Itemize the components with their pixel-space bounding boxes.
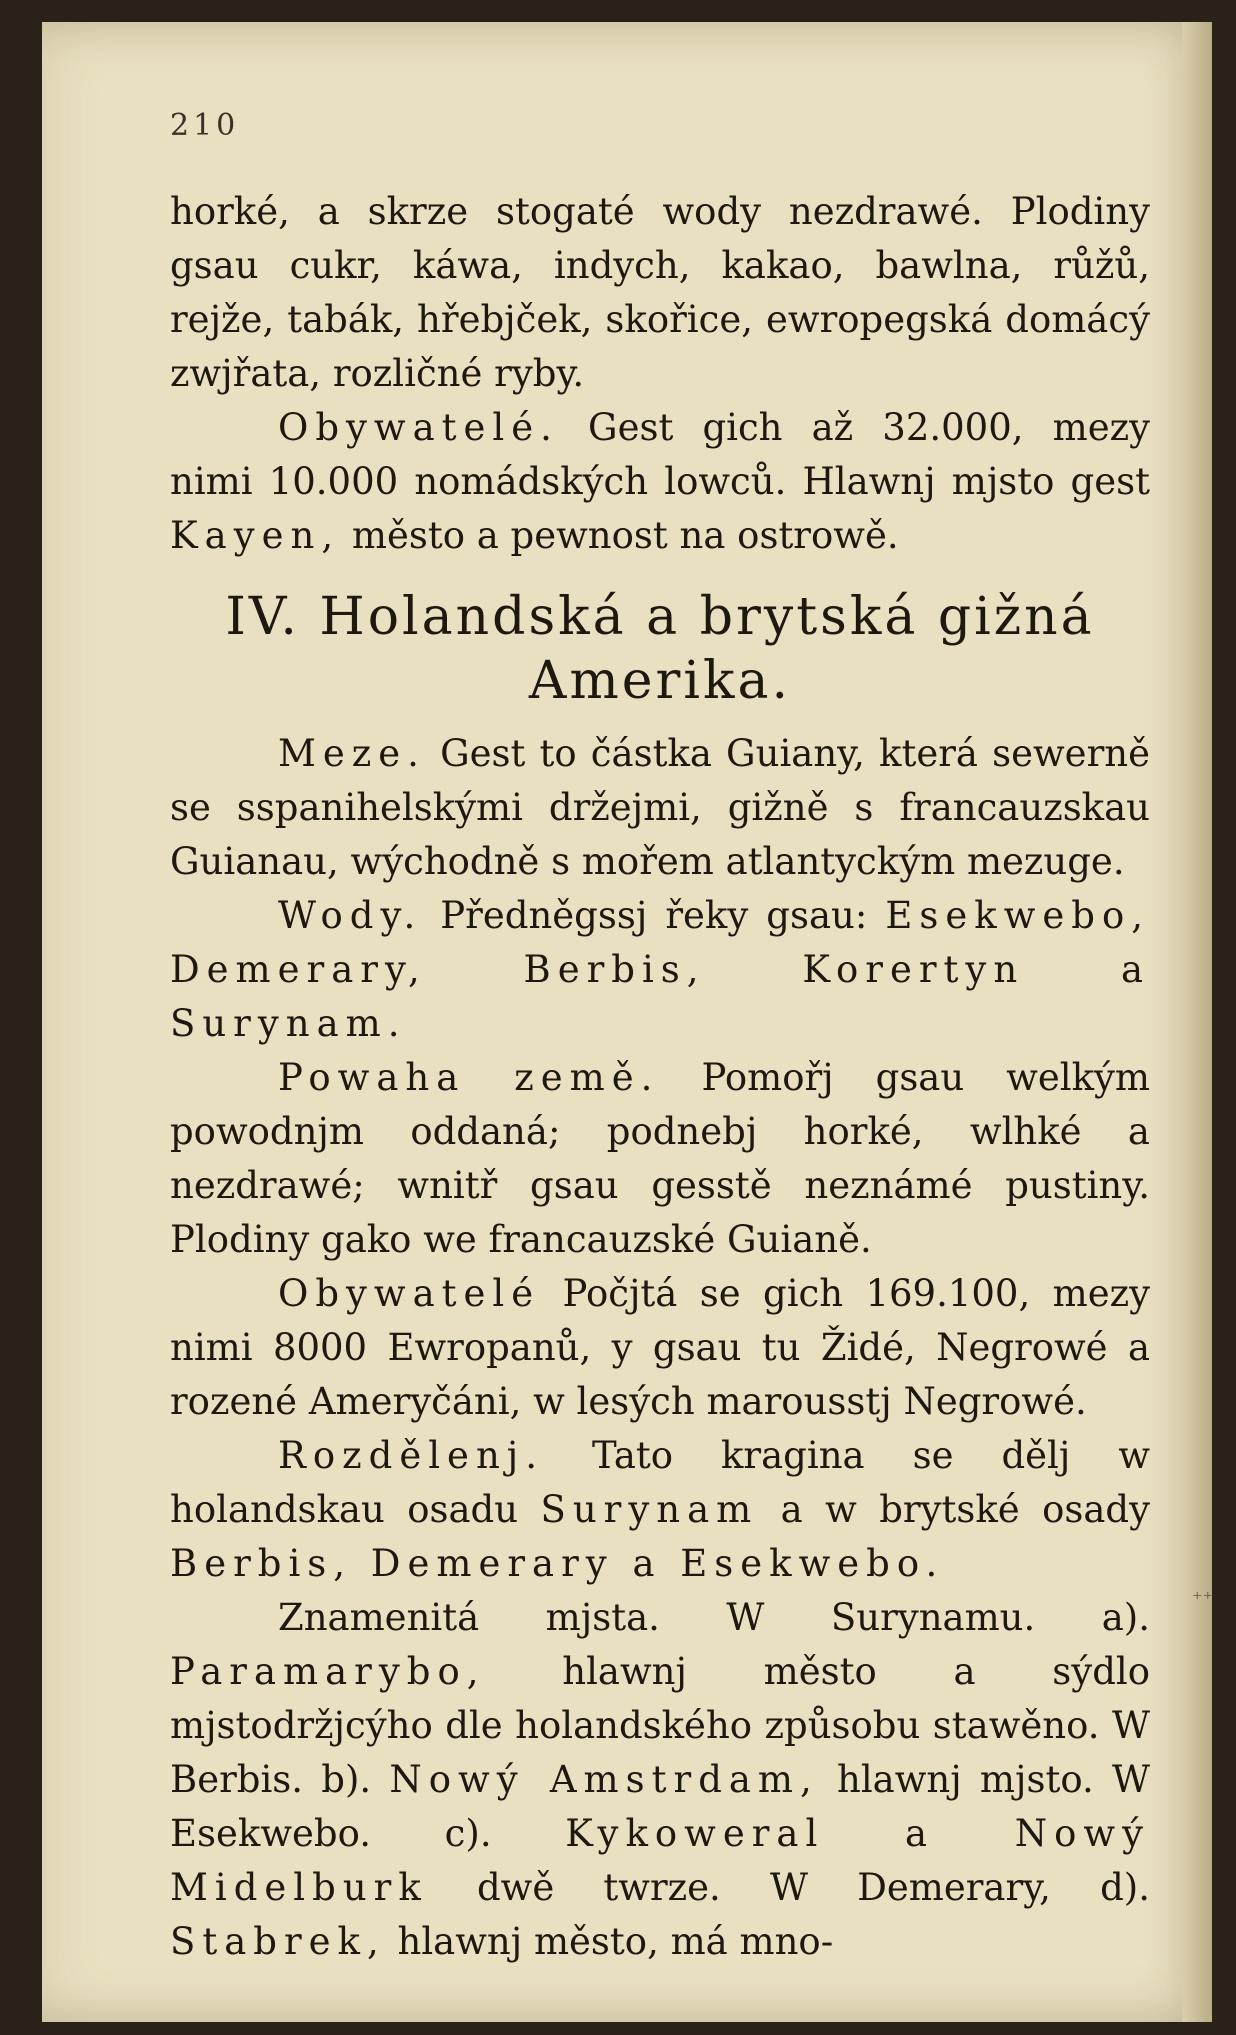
mista-heading: Znamenitá mjsta. [278, 1596, 660, 1639]
wody-text: Předněgssj řeky gsau: [440, 894, 868, 937]
amsterdam-name: Nowý Amstrdam, [389, 1758, 819, 1801]
mista-t3: hlawnj mjsto. W Esekwebo. c). [170, 1758, 1150, 1855]
intro-paragraph: horké, a skrze stogaté wody nezdrawé. Plodiny gsau cukr, káwa, indych, kakao, bawlna, růžů, rejže, tabák, hřebjček, skořice, ewropegská domácý zwjřata, rozličné ryby. [170, 190, 1150, 395]
meze-text: Gest to částka Guiany, která sewerně se sspanihelskými držejmi, gižně s francauzskau Guianau, wýchodně s mořem atlantyckým mezuge. [170, 732, 1150, 883]
obywatele-paragraph [170, 401, 1150, 563]
forts-names: Kykoweral a Nowý Midelburk [170, 1812, 1150, 1909]
rozdeleni-heading: Rozdělenj. [278, 1434, 545, 1477]
mista-t2: hlawnj město a sýdlo mjstodržjcýho dle holandského způsobu stawěno. W Berbis. b). [170, 1650, 1150, 1801]
mista-paragraph [170, 1591, 1150, 1969]
brytish-colonies: Berbis, Demerary a Esekwebo. [170, 1542, 945, 1585]
rozdeleni-text: Tato kragina se dělj w holandskau osadu [170, 1434, 1150, 1531]
page-content [170, 108, 1150, 1969]
paramaribo-name: Paramarybo, [170, 1650, 486, 1693]
stabrek-name: Stabrek, [170, 1920, 386, 1963]
mista-t5: hlawnj město, má mno- [397, 1920, 834, 1963]
obywatele-text: Gest gich až 32.000, mezy nimi 10.000 nomádských lowců. Hlawnj mjsto gest [170, 406, 1150, 503]
page-gutter [1182, 22, 1212, 2022]
mista-t4: dwě twrze. W Demerary, d). [476, 1866, 1151, 1909]
rivers-list: Esekwebo, Demerary, Berbis, Korertyn a Surynam. [170, 894, 1150, 1045]
chapter-title: IV. Holandská a brytská gižná Amerika. [225, 587, 1095, 711]
obywatele2-text: Počjtá se gich 169.100, mezy nimi 8000 Ewropanů, y gsau tu Židé, Negrowé a rozené Ameryčáni, w lesých marousstj Negrowé. [170, 1272, 1150, 1423]
meze-paragraph [170, 727, 1150, 889]
kayen-place: Kayen, [170, 514, 341, 557]
obywatele2-heading: Obywatelé [278, 1272, 541, 1315]
surynam-colony: Surynam [540, 1488, 759, 1531]
rozdeleni-mid: a w brytské osady [780, 1488, 1150, 1531]
obywatele-heading: Obywatelé. [278, 406, 559, 449]
margin-mark: ₊₊ [1192, 1580, 1214, 1604]
mista-t1: W Surynamu. a). [726, 1596, 1151, 1639]
powaha-text: Pomořj gsau welkým powodnjm oddaná; podnebj horké, wlhké a nezdrawé; wnitř gsau gesstě neznámé pustiny. Plodiny gako we francauzské Guianě. [170, 1056, 1150, 1261]
meze-heading: Meze. [278, 732, 426, 775]
powaha-heading: Powaha země. [278, 1056, 660, 1099]
book-page [42, 22, 1212, 2022]
obywatele-tail: město a pewnost na ostrowě. [351, 514, 899, 557]
powaha-paragraph [170, 1051, 1150, 1267]
rozdeleni-paragraph [170, 1429, 1150, 1591]
page-number: 210 [170, 108, 240, 143]
obywatele2-paragraph [170, 1267, 1150, 1429]
wody-heading: Wody. [278, 894, 423, 937]
wody-paragraph [170, 889, 1150, 1051]
